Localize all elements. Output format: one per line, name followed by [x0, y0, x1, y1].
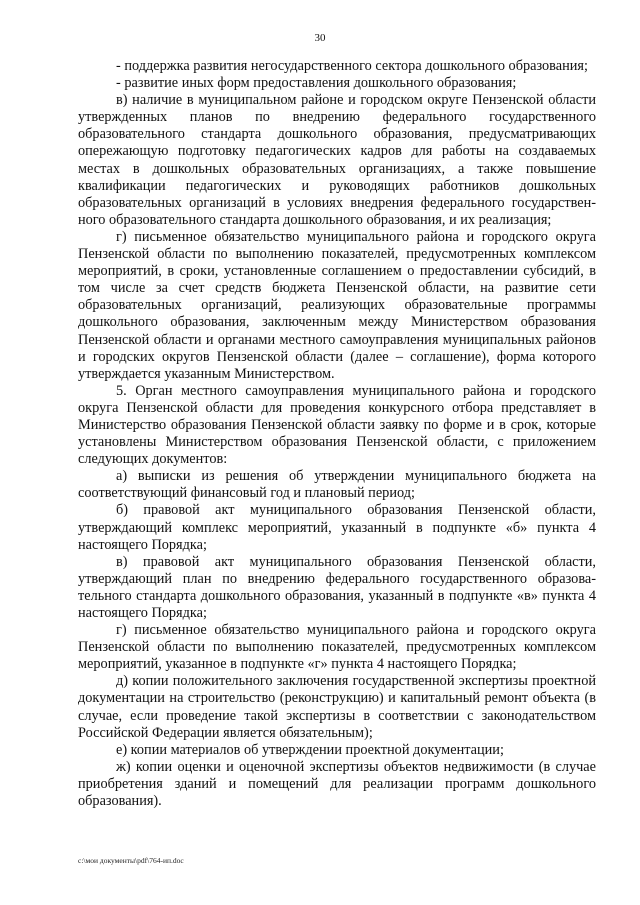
page-number: 30	[314, 32, 326, 44]
paragraph-doc-a: а) выписки из решения об утверждении муниципального бюджета на соответствующий финансовый год и плановый период;	[78, 468, 596, 502]
footer-file-path: c:\мои документы\pdf\764-ип.doc	[78, 856, 184, 865]
paragraph-section-5: 5. Орган местного самоуправления муниципального района и городского округа Пензенской области для проведения конкурсного отбора представляет в Министерство образования Пензенской области заявку по форме и в срок, которые установлены Министерством образования Пензенской области, с приложением следующих документов:	[78, 382, 596, 468]
document-body	[78, 58, 596, 810]
paragraph-bullet-2: - развитие иных форм предоставления дошкольного образования;	[116, 75, 517, 92]
paragraph-doc-zh: ж) копии оценки и оценочной экспертизы объектов недвижимости (в случае приобретения зданий и помещений для реализации программ дошкольного образования).	[78, 758, 596, 810]
paragraph-doc-v: в) правовой акт муниципального образования Пензенской области, утверждающий план по внедрению федерального государственного образовательного стандарта дошкольного образования, указанный в подпункте «в» пункта 4 настоящего Порядка;	[78, 553, 596, 621]
paragraph-doc-d: д) копии положительного заключения государственной экспертизы проектной документации на строительство (реконструкцию) и капитальный ремонт объекта (в случае, если проведение такой экспертизы в соответствии с законодательством Российской Федерации является обязательным);	[78, 673, 596, 741]
paragraph-item-g: г) письменное обязательство муниципального района и городского округа Пензенской области по выполнению показателей, предусмотренных комплексом мероприятий, в сроки, установленные соглашением о предоставлении субсидий, в том числе за счет средств бюджета Пензенской области, на развитие сети образовательных организаций, реализующих образовательные программы дошкольного образования, заключенным между Министерством образования Пензенской области и органами местного самоуправления муниципальных районов и городских округов Пензенской области (далее – соглашение), форма которого утверждается указанным Министерством.	[78, 228, 596, 382]
paragraph-doc-e: е) копии материалов об утверждении проектной документации;	[116, 741, 504, 758]
paragraph-item-v: в) наличие в муниципальном районе и городском округе Пензенской области утвержденных планов по внедрению федерального государственного образовательного стандарта дошкольного образования, предусматривающих опережающую подготовку педагогических кадров для работы на создаваемых местах в дошкольных образовательных организациях, а также повышение квалификации педагогических и руководящих работников дошкольных образовательных организаций в условиях внедрения федерального государственного образовательного стандарта дошкольного образования, и их реализация;	[78, 92, 596, 228]
paragraph-doc-b: б) правовой акт муниципального образования Пензенской области, утверждающий комплекс мероприятий, указанный в подпункте «б» пункта 4 настоящего Порядка;	[78, 502, 596, 553]
paragraph-doc-g: г) письменное обязательство муниципального района и городского округа Пензенской области по выполнению показателей, предусмотренных комплексом мероприятий, указанное в подпункте «г» пункта 4 настоящего Порядка;	[78, 622, 596, 673]
paragraph-bullet-1: - поддержка развития негосударственного сектора дошкольного образования;	[116, 58, 588, 74]
